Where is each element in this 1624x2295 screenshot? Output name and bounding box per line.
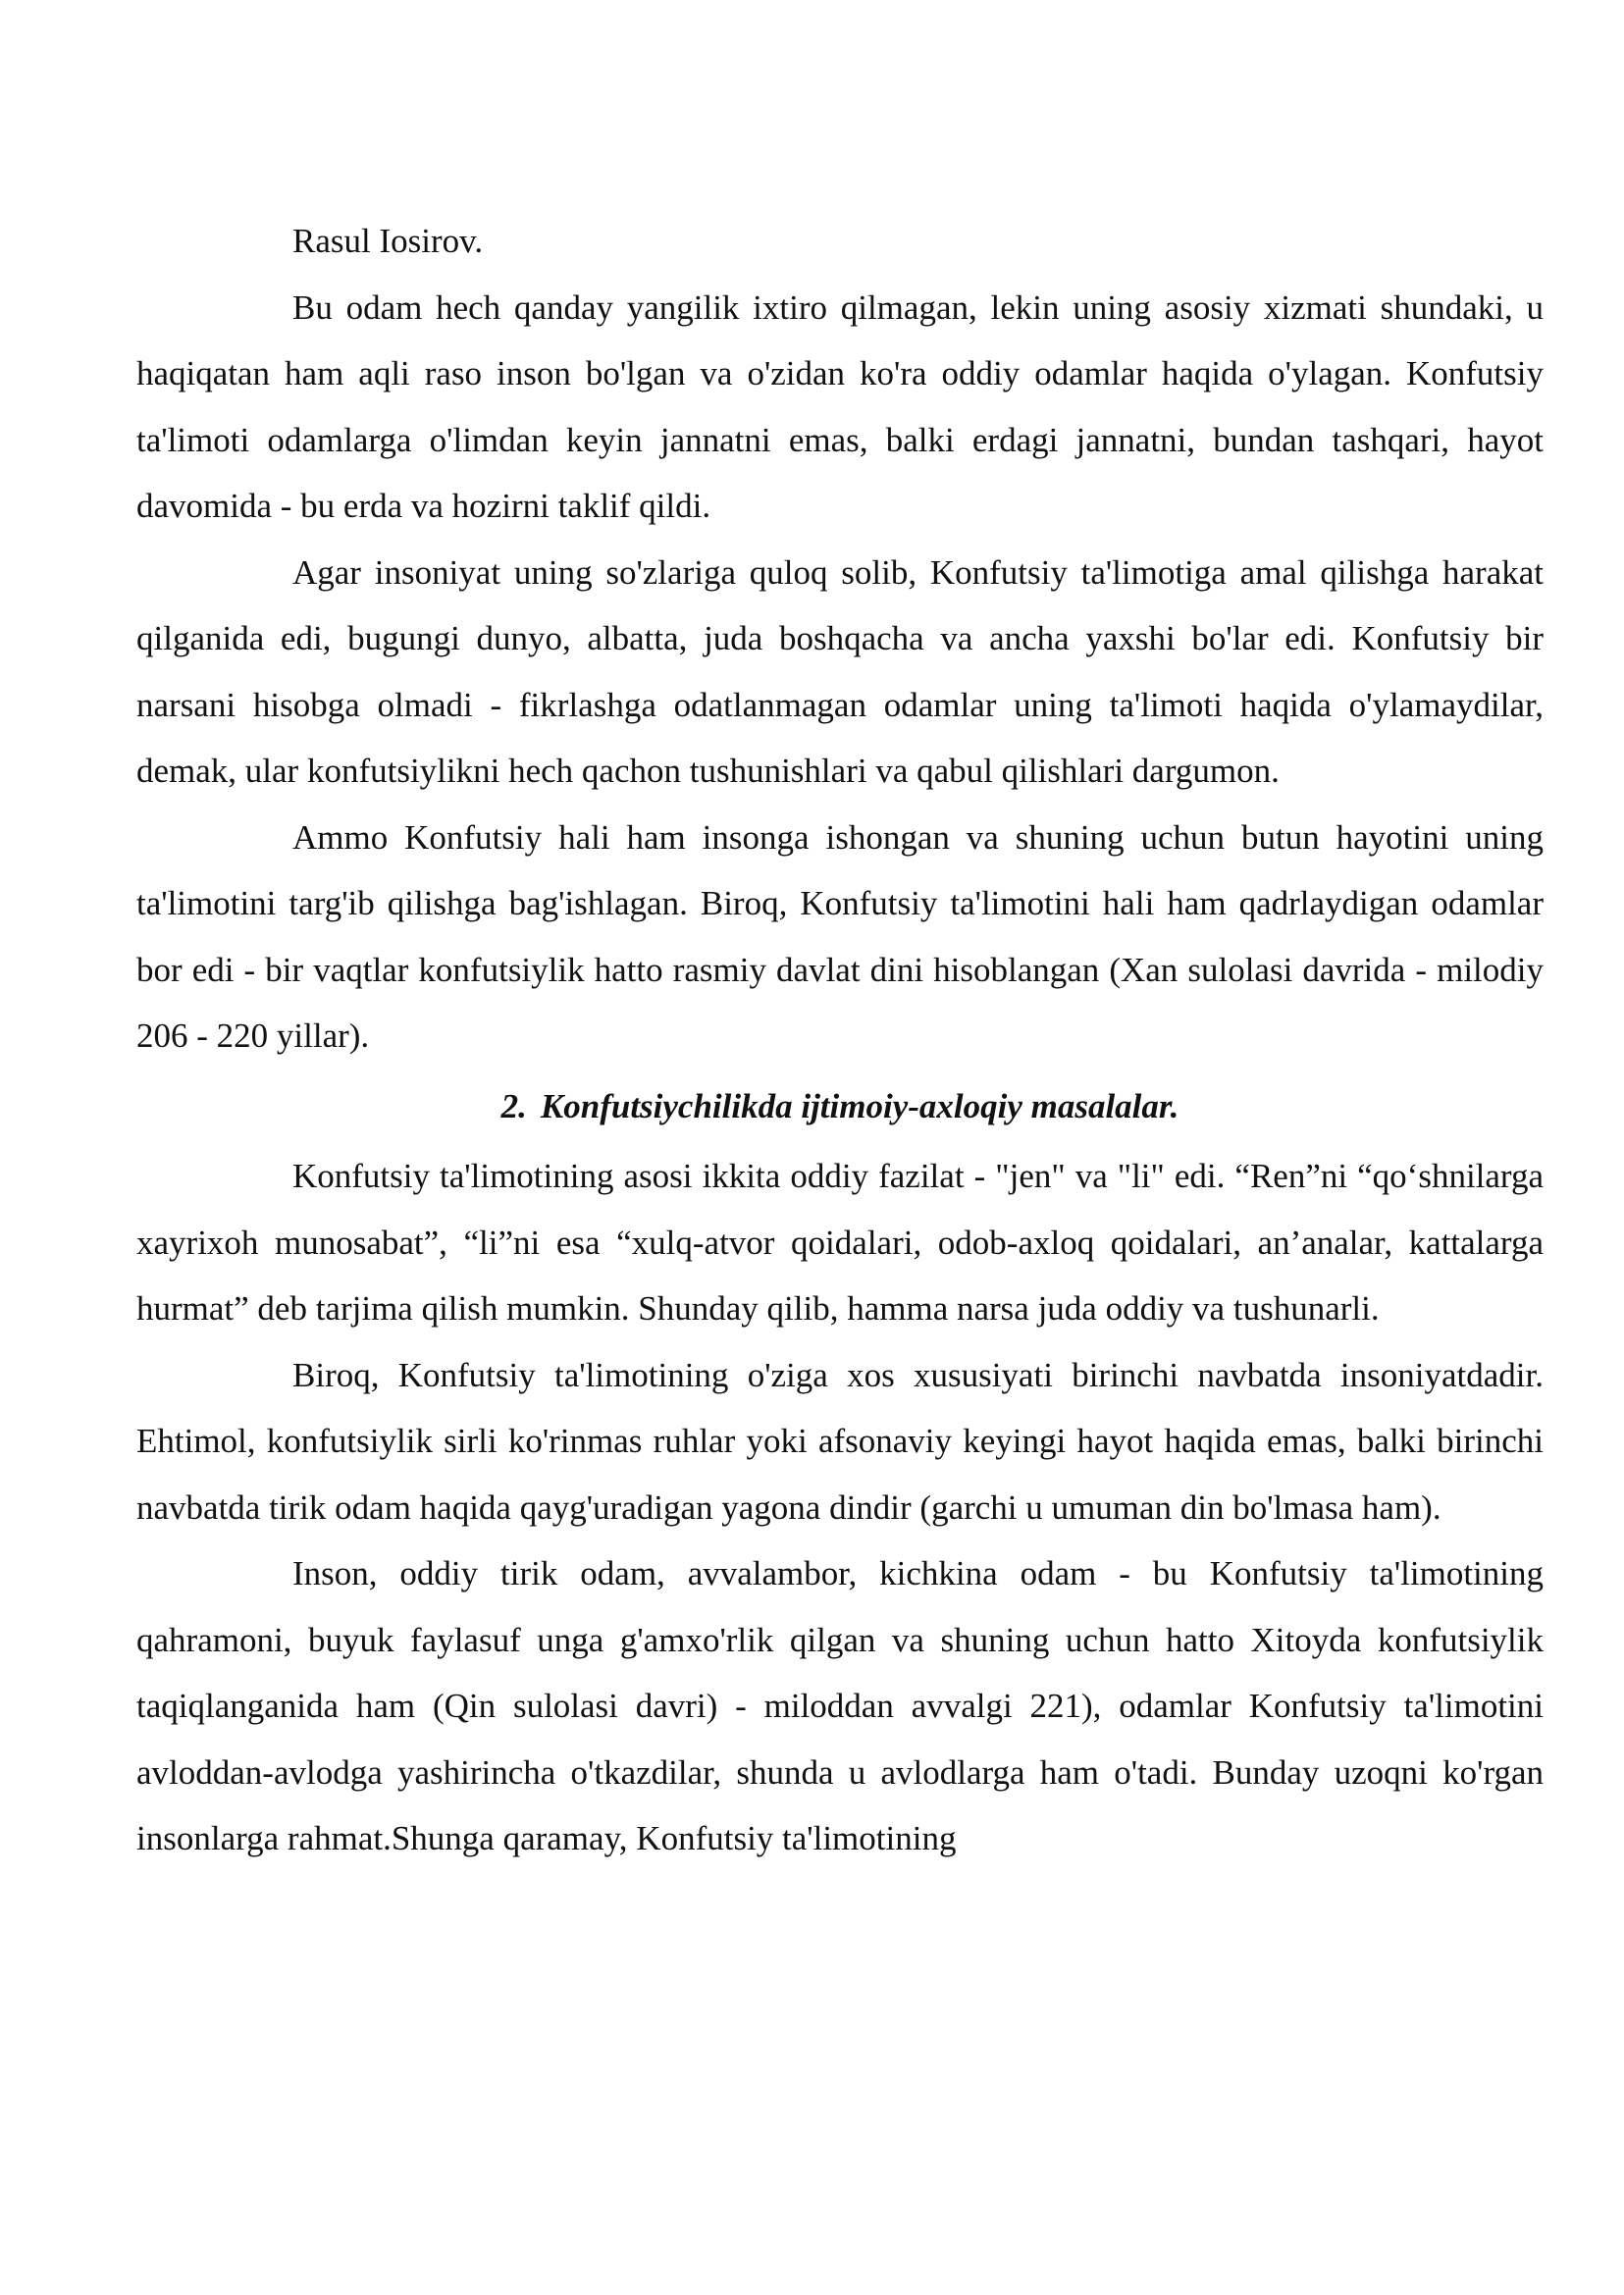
paragraph-ren-li: Konfutsiy ta'limotining asosi ikkita oddiy fazilat - "jen" va "li" edi. “Ren”ni “qo‘shnilarga xayrixoh munosabat”, “li”ni esa “xulq-atvor qoidalari, odob-axloq qoidalari, an’analar, kattalarga hurmat” deb tarjima qilish mumkin. Shunday qilib, hamma narsa juda oddiy va tushunarli. (136, 1157, 1544, 1328)
paragraph-belief: Ammo Konfutsiy hali ham insonga ishongan va shuning uchun butun hayotini uning ta'limotini targ'ib qilishga bag'ishlagan. Biroq, Konfutsiy ta'limotini hali ham qadrlaydigan odamlar bor edi - bir vaqtlar konfutsiylik hatto rasmiy davlat dini hisoblangan (Xan sulolasi davrida - milodiy 206 - 220 yillar). (136, 817, 1544, 1055)
document-page (136, 208, 1544, 1872)
author-line: Rasul Iosirov. (292, 222, 484, 260)
paragraph-humanity: Agar insoniyat uning so'zlariga quloq solib, Konfutsiy ta'limotiga amal qilishga harakat qilganida edi, bugungi dunyo, albatta, juda boshqacha va ancha yaxshi bo'lar edi. Konfutsiy bir narsani hisobga olmadi - fikrlashga odatlanmagan odamlar uning ta'limoti haqida o'ylamaydilar, demak, ular konfutsiylikni hech qachon tushunishlari va qabul qilishlari dargumon. (136, 552, 1544, 790)
paragraph-humanism: Biroq, Konfutsiy ta'limotining o'ziga xos xususiyati birinchi navbatda insoniyatdadir. Ehtimol, konfutsiylik sirli ko'rinmas ruhlar yoki afsonaviy keyingi hayot haqida emas, balki birinchi navbatda tirik odam haqida qayg'uradigan yagona dindir (garchi u umuman din bo'lmasa ham). (136, 1355, 1544, 1527)
paragraph-intro: Bu odam hech qanday yangilik ixtiro qilmagan, lekin uning asosiy xizmati shundaki, u haqiqatan ham aqli raso inson bo'lgan va o'zidan ko'ra oddiy odamlar haqida o'ylagan. Konfutsiy ta'limoti odamlarga o'limdan keyin jannatni emas, balki erdagi jannatni, bundan tashqari, hayot davomida - bu erda va hozirni taklif qildi. (136, 287, 1544, 525)
section-heading (136, 1069, 1544, 1144)
section-number: 2. (500, 1086, 527, 1125)
paragraph-ordinary-person: Inson, oddiy tirik odam, avvalambor, kichkina odam - bu Konfutsiy ta'limotining qahramoni, buyuk faylasuf unga g'amxo'rlik qilgan va shuning uchun hatto Xitoyda konfutsiylik taqiqlanganida ham (Qin sulolasi davri) - miloddan avvalgi 221), odamlar Konfutsiy ta'limotini avloddan-avlodga yashirincha o'tkazdilar, shunda u avlodlarga ham o'tadi. Bunday uzoqni ko'rgan insonlarga rahmat.Shunga qaramay, Konfutsiy ta'limotining (136, 1554, 1544, 1857)
section-title: Konfutsiychilikda ijtimoiy-axloqiy masalalar. (540, 1086, 1179, 1125)
